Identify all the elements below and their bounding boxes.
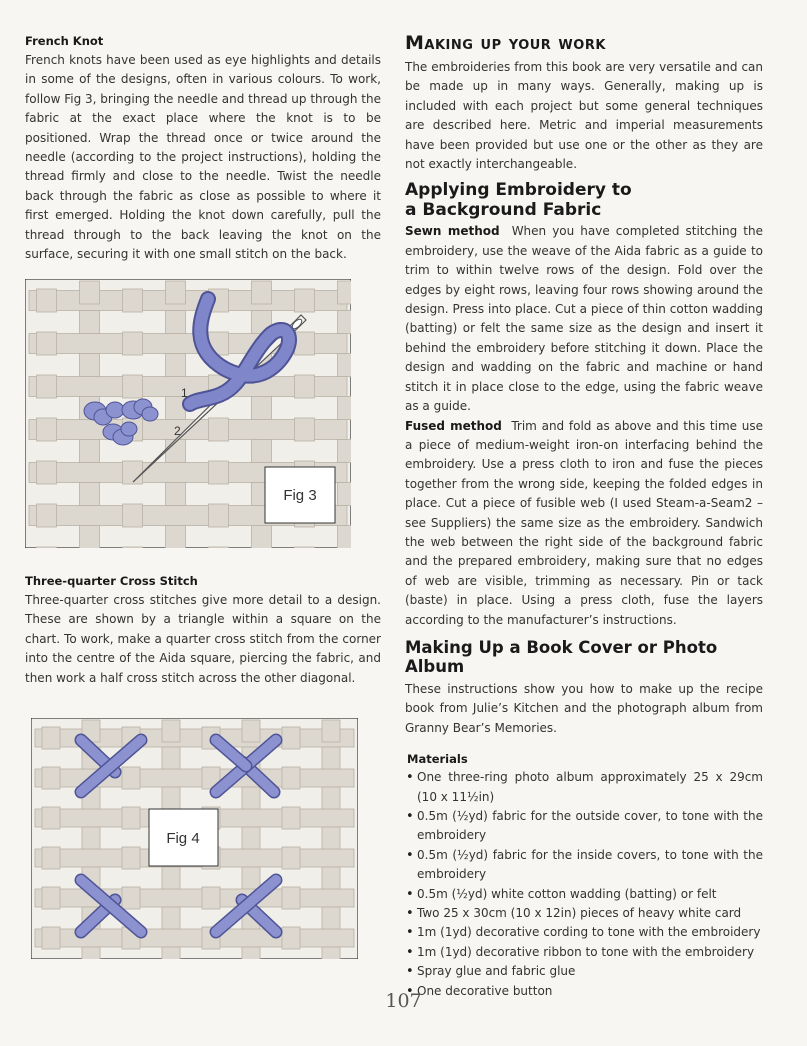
- weave-column: [252, 526, 272, 549]
- weave-column: [242, 947, 260, 959]
- weave-column: [242, 720, 260, 742]
- weave-column: [123, 547, 143, 548]
- weave-column: [80, 483, 100, 506]
- weave-column: [123, 332, 143, 355]
- weave-column: [123, 289, 143, 312]
- fig3-marker-2: 2: [174, 424, 181, 438]
- sewn-method-lead: Sewn method: [405, 224, 500, 239]
- weave-column: [166, 354, 186, 377]
- weave-column: [162, 907, 180, 929]
- fig4-three-quarter-diagram: [31, 718, 358, 959]
- weave-column: [37, 504, 57, 527]
- weave-column: [42, 887, 60, 909]
- weave-column: [295, 332, 315, 355]
- weave-column: [162, 720, 180, 742]
- page-number: 107: [385, 990, 422, 1012]
- weave-column: [252, 440, 272, 463]
- weave-column: [42, 767, 60, 789]
- weave-column: [123, 375, 143, 398]
- weave-column: [122, 807, 140, 829]
- weave-column: [282, 927, 300, 949]
- weave-column: [295, 418, 315, 441]
- weave-column: [162, 867, 180, 889]
- weave-column: [338, 397, 352, 420]
- weave-column: [37, 418, 57, 441]
- weave-column: [209, 418, 229, 441]
- list-item: • Two 25 x 30cm (10 x 12in) pieces of heavy white card: [405, 904, 763, 923]
- weave-column: [166, 311, 186, 334]
- weave-column: [122, 847, 140, 869]
- weave-column: [82, 947, 100, 959]
- weave-column: [242, 827, 260, 849]
- list-item: • 0.5m (½yd) white cotton wadding (batting) or felt: [405, 885, 763, 904]
- weave-column: [338, 483, 352, 506]
- fig3-marker-1: 1: [181, 386, 188, 400]
- three-quarter-text: Three-quarter cross stitches give more detail to a design. These are shown by a triangle within a square on the chart. To work, make a quarter cross stitch from the corner into the centre of the Aida square, piercing the fabric, and then work a half cross stitch across the other diagonal.: [25, 593, 381, 685]
- weave-column: [166, 281, 186, 304]
- weave-column: [282, 727, 300, 749]
- weave-column: [42, 927, 60, 949]
- weave-column: [242, 787, 260, 809]
- weave-column: [322, 747, 340, 769]
- weave-column: [322, 867, 340, 889]
- weave-column: [209, 547, 229, 548]
- french-knot-heading: French Knot: [25, 34, 104, 48]
- weave-row: [35, 889, 354, 907]
- list-item: • One decorative button: [405, 982, 763, 1001]
- list-item: • Spray glue and fabric glue: [405, 962, 763, 981]
- weave-column: [338, 311, 352, 334]
- weave-column: [166, 483, 186, 506]
- weave-column: [338, 526, 352, 549]
- sewn-method-body: When you have completed stitching the embroidery, use the weave of the Aida fabric as a guide to trim to within twelve rows of the design. Fold over the edges by eight rows, leaving four rows showing around the design. Press into place. Cut a piece of thin cotton wadding (batting) or felt the same size as the design and insert it behind the embroidery before stitching it down. Place the design and wadding on the fabric and machine or hand stitch it in place close to the edge, using the fabric weave as a guide.: [405, 224, 763, 414]
- list-item: • 1m (1yd) decorative cording to tone with the embroidery: [405, 923, 763, 942]
- weave-column: [80, 281, 100, 304]
- weave-column: [252, 281, 272, 304]
- fused-method-text: [405, 417, 763, 630]
- weave-column: [338, 354, 352, 377]
- making-up-heading: Making up your work: [405, 32, 606, 54]
- weave-column: [80, 311, 100, 334]
- fig3-label: Fig 3: [283, 487, 317, 504]
- weave-column: [242, 867, 260, 889]
- weave-column: [209, 504, 229, 527]
- list-item: • 1m (1yd) decorative ribbon to tone with the embroidery: [405, 943, 763, 962]
- applying-heading: Applying Embroidery to a Background Fabric: [405, 180, 632, 221]
- weave-column: [37, 332, 57, 355]
- weave-column: [162, 787, 180, 809]
- weave-column: [42, 807, 60, 829]
- weave-column: [37, 375, 57, 398]
- weave-column: [123, 504, 143, 527]
- weave-column: [122, 887, 140, 909]
- weave-column: [282, 887, 300, 909]
- fused-method-lead: Fused method: [405, 418, 502, 433]
- weave-column: [166, 526, 186, 549]
- weave-column: [37, 461, 57, 484]
- three-quarter-section: [25, 574, 381, 688]
- weave-column: [282, 767, 300, 789]
- weave-column: [282, 847, 300, 869]
- weave-column: [338, 440, 352, 463]
- weave-column: [322, 720, 340, 742]
- three-quarter-heading: Three-quarter Cross Stitch: [25, 574, 198, 588]
- weave-column: [322, 787, 340, 809]
- weave-column: [82, 827, 100, 849]
- weave-column: [295, 289, 315, 312]
- weave-column: [295, 375, 315, 398]
- weave-column: [322, 827, 340, 849]
- sewn-method-text: [405, 222, 763, 416]
- weave-column: [42, 727, 60, 749]
- weave-column: [162, 747, 180, 769]
- weave-column: [202, 887, 220, 909]
- book-cover-text: These instructions show you how to make up the recipe book from Julie’s Kitchen and the photograph album from Granny Bear’s Memories.: [405, 681, 763, 735]
- list-item: • 0.5m (½yd) fabric for the outside cover, to tone with the embroidery: [405, 807, 763, 846]
- weave-column: [338, 281, 352, 304]
- weave-column: [282, 807, 300, 829]
- weave-column: [295, 547, 315, 548]
- weave-column: [122, 767, 140, 789]
- book-cover-heading: Making Up a Book Cover or Photo Album: [405, 637, 718, 676]
- weave-column: [322, 947, 340, 959]
- materials-list: [405, 768, 763, 1001]
- list-item: • 0.5m (½yd) fabric for the inside covers, to tone with the embroidery: [405, 846, 763, 885]
- materials-heading: Materials: [407, 752, 468, 767]
- fig4-label: Fig 4: [166, 830, 200, 847]
- weave-column: [37, 289, 57, 312]
- weave-column: [162, 947, 180, 959]
- weave-column: [80, 440, 100, 463]
- weave-column: [80, 354, 100, 377]
- list-item: • One three-ring photo album approximately 25 x 29cm (10 x 11½in): [405, 768, 763, 807]
- fused-method-body: Trim and fold as above and this time use a piece of medium-weight iron-on interfacing behind the embroidery. Use a press cloth to iron and fuse the pieces together from the wrong side, keeping the folded edges in place. Cut a piece of fusible web (I used Steam-a-Seam2 – see Suppliers) the same size as the embroidery. Sandwich the web between the right side of the background fabric and the prepared embroidery, making sure that no edges of web are visible, trimming as necessary. Pin or tack (baste) in place. Using a press cloth, fuse the layers according to the manufacturer’s instructions.: [405, 418, 764, 627]
- weave-column: [42, 847, 60, 869]
- left-column: [25, 34, 381, 264]
- fig3-french-knot-diagram: [25, 279, 351, 548]
- french-knot-text: French knots have been used as eye highlights and details in some of the designs, often in various colours. To work, follow Fig 3, bringing the needle and thread up through the fabric at the exact place where the knot is to be positioned. Wrap the thread once or twice around the needle (according to the project instructions), holding the thread firmly and close to the needle. Twist the needle back through the fabric as close as possible to where it first emerged. Holding the knot down carefully, pull the thread through to the back leaving the knot on the surface, securing it with one small stitch on the back.: [25, 53, 382, 262]
- weave-column: [80, 526, 100, 549]
- weave-column: [322, 907, 340, 929]
- right-column: [405, 32, 763, 1001]
- weave-column: [252, 397, 272, 420]
- making-up-text: The embroideries from this book are very versatile and can be made up in many ways. Generally, making up is included with each project but some general techniques are described here. Metric and imperial measurements have been provided but use one or the other as they are not exactly interchangeable.: [405, 60, 763, 172]
- weave-column: [123, 461, 143, 484]
- weave-column: [209, 461, 229, 484]
- weave-column: [37, 547, 57, 548]
